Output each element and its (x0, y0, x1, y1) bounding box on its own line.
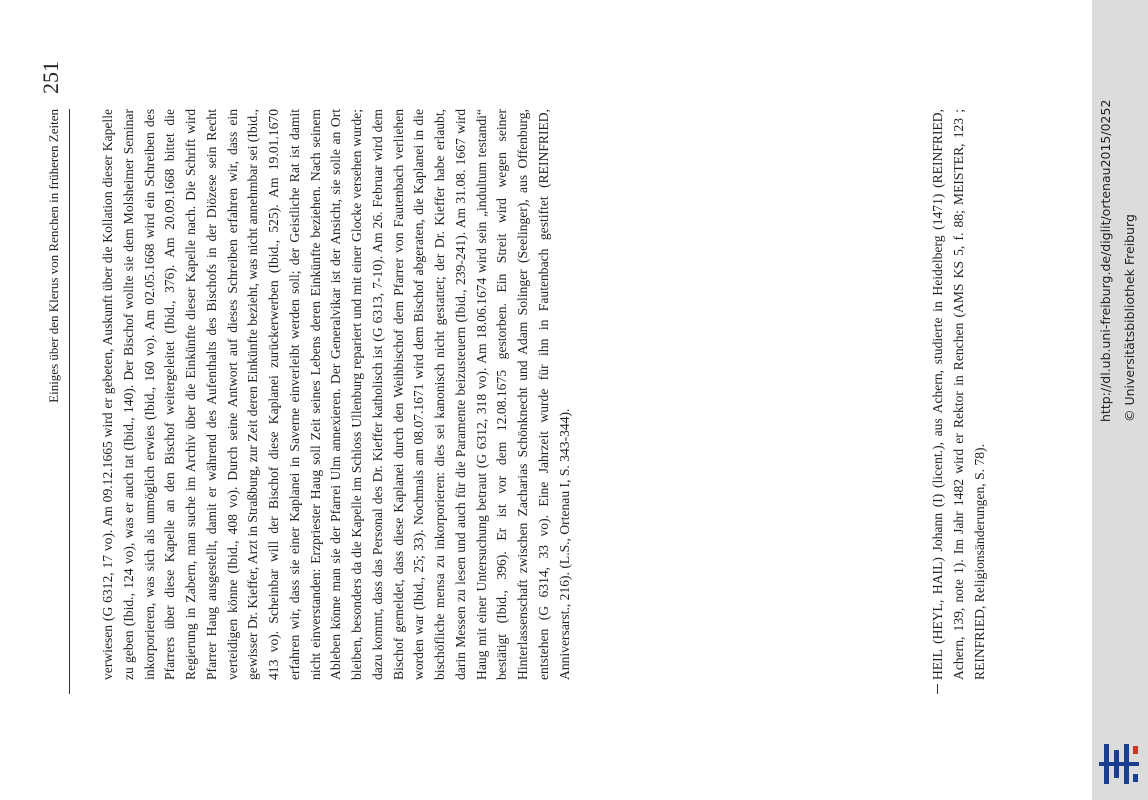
viewer-sidebar (1092, 0, 1148, 800)
running-header-title: Einiges über den Klerus von Renchen in früheren Zeiten (46, 109, 61, 403)
page-number: 251 (38, 61, 63, 94)
header-rule (69, 109, 70, 694)
body-text (98, 109, 575, 680)
register-entry (928, 109, 990, 680)
entry-dash-rule (937, 684, 938, 694)
copyright-notice: © Universitätsbibliothek Freiburg (1122, 214, 1137, 422)
entry-text: HEIL (HEYL, HAIL) Johann (I) (licent.), aus Achern, studierte in Heidelberg (1471) (REINFRIED, Achern, 139, note 1). Im Jahr 1482 wird er Rektor in Renchen (AMS KS 5, f. 88; MEISTER, 123 ; REINFRIED, Religionsänderungen, S. 78). (930, 109, 987, 680)
permalink-url[interactable]: http://dl.ub.uni-freiburg.de/diglit/ortenau2015/0252 (1098, 99, 1113, 422)
rotated-sidebar-content (1092, 0, 1148, 800)
body-paragraph: verwiesen (G 6312, 17 vo). Am 09.12.1665 wird er gebeten, Auskunft über die Kollation dieser Kapelle zu geben (Ibid., 124 vo), was er auch tat (Ibid., 140). Der Bischof wollte sie dem Molsheimer Seminar inkorporieren, was sich als unmöglich erwies (Ibid., 160 vo). Am 02.05.1668 wird ein Schreiben des Pfarrers über diese Kapelle an den Bischof weitergeleitet (Ibid., 376). Am 20.09.1668 bittet die Regierung in Zabern, man suche im Archiv über die Einkünfte dieser Kapelle nach. Die Schrift wird Pfarrer Haug ausgestellt, damit er während des Aufenthalts des Bischofs in der Diözese sein Recht verteidigen könne (Ibid., 408 vo). Durch seine Antwort auf dieses Schreiben erfahren wir, dass ein gewisser Dr. Kieffer, Arzt in Straßburg, zur Zeit deren Einkünfte bezieht, was nicht annehmbar sei (Ibid., 413 vo). Scheinbar will der Bischof diese Kaplanei zurückerwerben (Ibid., 525). Am 19.01.1670 erfahren wir, dass sie einer Kaplanei in Saverne einverleibt werden soll; der Geistliche Rat ist damit nicht einverstanden: Erzpriester Haug soll Zeit seines Lebens deren Einkünfte beziehen. Nach seinem Ableben könne man sie der Pfarrei Ulm annexieren. Der Generalvikar ist der Ansicht, sie solle an Ort bleiben, besonders da die Kapelle im Schloss Ullenburg repariert und mit einer Glocke versehen wurde; dazu kommt, dass das Personal des Dr. Kieffer katholisch ist (G 6313, 7-10). Am 26. Februar wird dem Bischof gemeldet, dass diese Kaplanei durch den Weihbischof dem Pfarrer von Fautenbach verliehen worden war (Ibid., 25; 33). Nochmals am 08.07.1671 wird dem Bischof abgeraten, die Kaplanei in die bischöfliche mensa zu inkorporieren: dies sei kanonisch nicht gestattet; der Dr. Kieffer habe erlaubt, darin Messen zu lesen und auch für die Paramente beizusteuern (Ibid., 239-241). Am 31.08. 1667 wird Haug mit einer Untersuchung betraut (G 6312, 318 vo). Am 18.06.1674 wird sein „indultum testandi“ bestätigt (Ibid., 396). Er ist vor dem 12.08.1675 gestorben. Ein Streit wird wegen seiner Hinterlassenschaft zwischen Zacharias Schönknecht und Adam Solinger (Seelinger), aus Offenburg, entstehen (G 6314, 33 vo). Eine Jahrzeit wurde für ihn in Fautenbach gestiftet (REINFRIED, Anniversarst., 216). (L.S., Ortenau I, S. 343-344). (100, 109, 572, 680)
ub-freiburg-logo-icon (1098, 742, 1142, 786)
